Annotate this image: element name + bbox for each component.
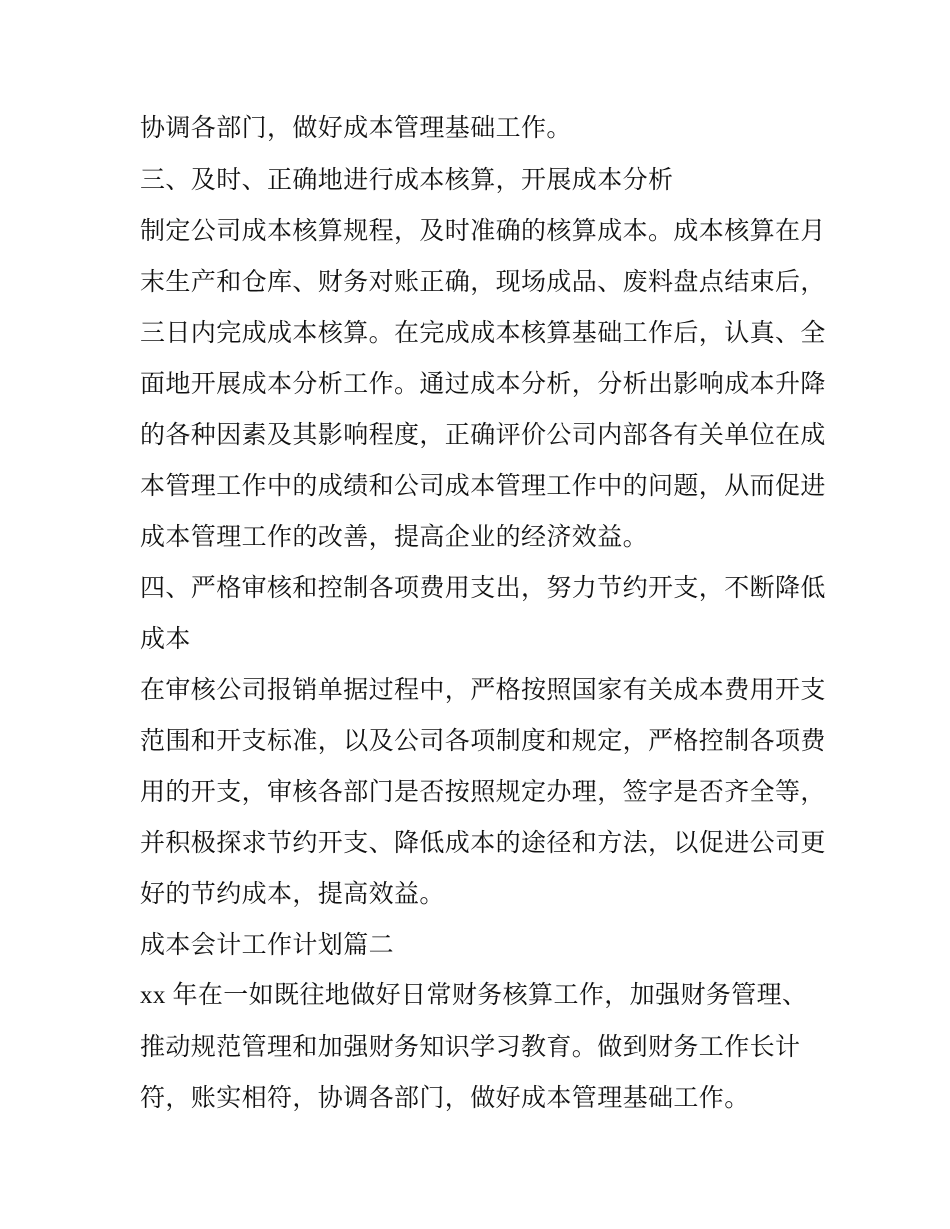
section-heading-4-cont: 成本 [140, 624, 191, 653]
section-heading-3: 三、及时、正确地进行成本核算，开展成本分析 [140, 165, 674, 194]
article-title-2: 成本会计工作计划篇二 [140, 930, 395, 959]
text-line-16: 好的节约成本，提高效益。 [140, 879, 445, 908]
text-line-5: 三日内完成成本核算。在完成成本核算基础工作后，认真、全 [140, 318, 826, 347]
text-line-14: 用的开支，审核各部门是否按照规定办理，签字是否齐全等， [140, 777, 826, 806]
text-line-8: 本管理工作中的成绩和公司成本管理工作中的问题，从而促进 [140, 471, 826, 500]
text-line-9: 成本管理工作的改善，提高企业的经济效益。 [140, 522, 649, 551]
text-line-3: 制定公司成本核算规程，及时准确的核算成本。成本核算在月 [140, 216, 826, 245]
text-line-7: 的各种因素及其影响程度，正确评价公司内部各有关单位在成 [140, 420, 826, 449]
text-line-15: 并积极探求节约开支、降低成本的途径和方法，以促进公司更 [140, 828, 826, 857]
text-line-18: xx 年在一如既往地做好日常财务核算工作，加强财务管理、 [140, 982, 808, 1009]
section-heading-4: 四、严格审核和控制各项费用支出，努力节约开支，不断降低 [140, 573, 826, 602]
text-line-6: 面地开展成本分析工作。通过成本分析，分析出影响成本升降 [140, 369, 826, 398]
text-line-4: 末生产和仓库、财务对账正确，现场成品、废料盘点结束后， [140, 267, 826, 296]
text-line-20: 符，账实相符，协调各部门，做好成本管理基础工作。 [140, 1083, 750, 1112]
text-line-12: 在审核公司报销单据过程中，严格按照国家有关成本费用开支 [140, 675, 826, 704]
text-line-1: 协调各部门，做好成本管理基础工作。 [140, 113, 572, 142]
text-line-19: 推动规范管理和加强财务知识学习教育。做到财务工作长计 [140, 1032, 801, 1061]
text-line-13: 范围和开支标准，以及公司各项制度和规定，严格控制各项费 [140, 726, 826, 755]
